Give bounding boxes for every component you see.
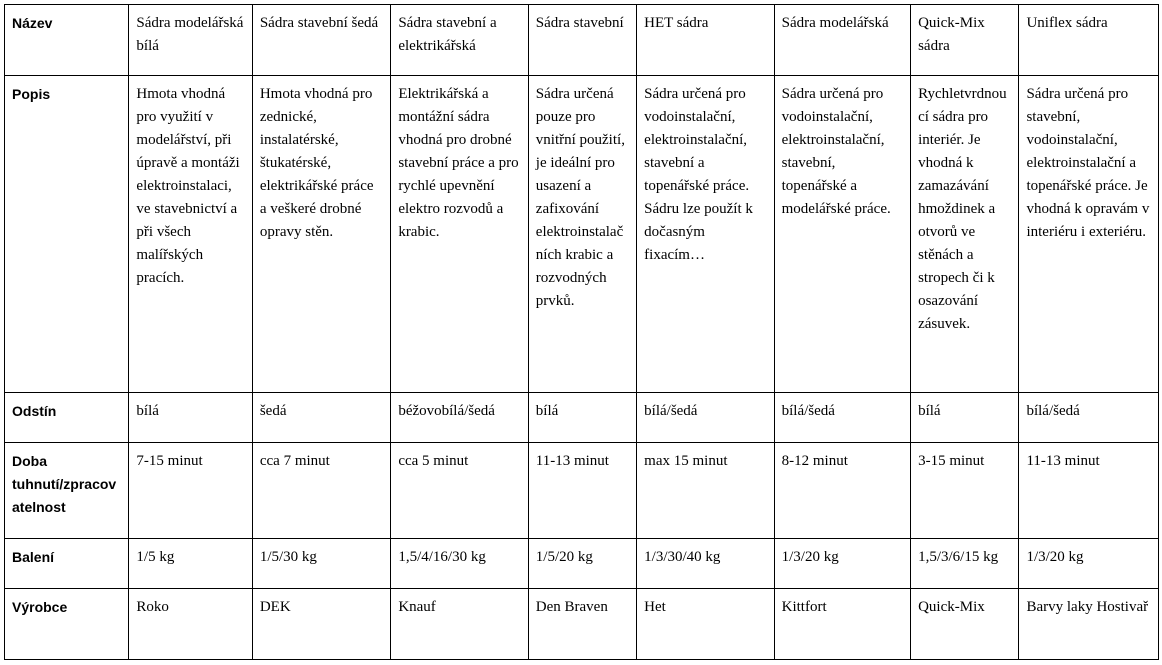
table-row-manufacturer xyxy=(5,589,1159,660)
table-cell: 1/3/30/40 kg xyxy=(637,539,774,589)
table-cell: Hmota vhodná pro využití v modelářství, při úpravě a montáži elektroinstalaci, ve stavebnictví a při všech malířských pracích. xyxy=(129,76,252,393)
table-cell: Quick-Mix sádra xyxy=(911,5,1019,76)
table-cell: bílá/šedá xyxy=(1019,393,1159,443)
table-cell: bílá xyxy=(129,393,252,443)
table-cell: cca 5 minut xyxy=(391,443,528,539)
table-cell: Quick-Mix xyxy=(911,589,1019,660)
table-cell: Hmota vhodná pro zednické, instalatérské, štukatérské, elektrikářské práce a veškeré drobné opravy stěn. xyxy=(252,76,390,393)
table-cell: Knauf xyxy=(391,589,528,660)
table-cell: Het xyxy=(637,589,774,660)
table-cell: 1,5/4/16/30 kg xyxy=(391,539,528,589)
row-header: Balení xyxy=(5,539,129,589)
table-cell: max 15 minut xyxy=(637,443,774,539)
row-header: Popis xyxy=(5,76,129,393)
table-cell: 8-12 minut xyxy=(774,443,910,539)
table-row-packaging xyxy=(5,539,1159,589)
table-cell: Barvy laky Hostivař xyxy=(1019,589,1159,660)
row-header: Odstín xyxy=(5,393,129,443)
row-header: Doba tuhnutí/zpracovatelnost xyxy=(5,443,129,539)
table-cell: Elektrikářská a montážní sádra vhodná pro drobné stavební práce a pro rychlé upevnění elektro rozvodů a krabic. xyxy=(391,76,528,393)
table-cell: Rychletvrdnoucí sádra pro interiér. Je vhodná k zamazávání hmoždinek a otvorů ve stěnách a stropech či k osazování zásuvek. xyxy=(911,76,1019,393)
table-row-name xyxy=(5,5,1159,76)
table-cell: 11-13 minut xyxy=(528,443,636,539)
table-cell: Kittfort xyxy=(774,589,910,660)
table-cell: Sádra určená pro vodoinstalační, elektroinstalační, stavební, topenářské a modelářské práce. xyxy=(774,76,910,393)
table-cell: béžovobílá/šedá xyxy=(391,393,528,443)
table-cell: 7-15 minut xyxy=(129,443,252,539)
table-cell: DEK xyxy=(252,589,390,660)
table-cell: Den Braven xyxy=(528,589,636,660)
table-cell: 1,5/3/6/15 kg xyxy=(911,539,1019,589)
table-cell: bílá xyxy=(528,393,636,443)
table-cell: 1/3/20 kg xyxy=(774,539,910,589)
table-cell: Roko xyxy=(129,589,252,660)
table-cell: cca 7 minut xyxy=(252,443,390,539)
table-cell: Sádra stavební šedá xyxy=(252,5,390,76)
row-header: Výrobce xyxy=(5,589,129,660)
table-row-setting-time xyxy=(5,443,1159,539)
table-cell: šedá xyxy=(252,393,390,443)
table-row-description xyxy=(5,76,1159,393)
table-cell: bílá/šedá xyxy=(774,393,910,443)
table-cell: bílá xyxy=(911,393,1019,443)
table-cell: bílá/šedá xyxy=(637,393,774,443)
table-cell: 1/5/30 kg xyxy=(252,539,390,589)
table-cell: Sádra stavební a elektrikářská xyxy=(391,5,528,76)
table-cell: Sádra určená pro vodoinstalační, elektroinstalační, stavební a topenářské práce. Sádru lze použít k dočasným fixacím… xyxy=(637,76,774,393)
table-cell: Sádra modelářská bílá xyxy=(129,5,252,76)
table-cell: Uniflex sádra xyxy=(1019,5,1159,76)
table-cell: 1/5 kg xyxy=(129,539,252,589)
table-cell: 1/3/20 kg xyxy=(1019,539,1159,589)
row-header: Název xyxy=(5,5,129,76)
table-cell: Sádra stavební xyxy=(528,5,636,76)
plaster-comparison-table xyxy=(4,4,1159,660)
table-cell: HET sádra xyxy=(637,5,774,76)
table-cell: Sádra modelářská xyxy=(774,5,910,76)
table-cell: Sádra určená pouze pro vnitřní použití, je ideální pro usazení a zafixování elektroinstalačních krabic a rozvodných prvků. xyxy=(528,76,636,393)
table-cell: 11-13 minut xyxy=(1019,443,1159,539)
table-row-shade xyxy=(5,393,1159,443)
table-cell: Sádra určená pro stavební, vodoinstalační, elektroinstalační a topenářské práce. Je vhodná k opravám v interiéru i exteriéru. xyxy=(1019,76,1159,393)
table-cell: 1/5/20 kg xyxy=(528,539,636,589)
table-cell: 3-15 minut xyxy=(911,443,1019,539)
